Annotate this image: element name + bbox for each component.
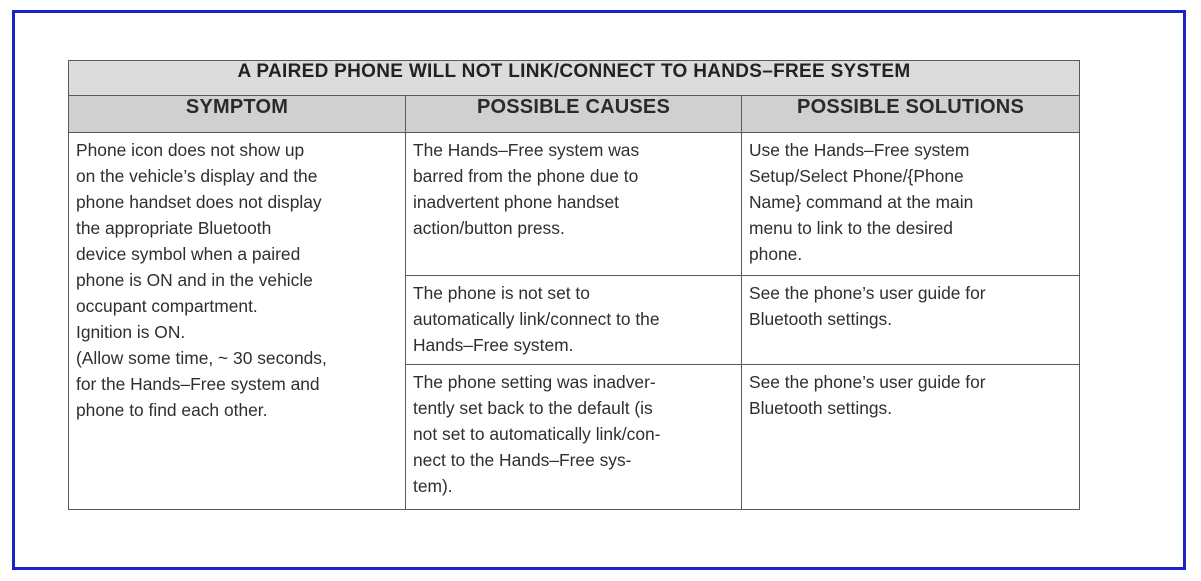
solution-cell: [742, 133, 1080, 276]
table-row: [69, 133, 1080, 276]
cause-cell: [406, 133, 742, 276]
cause-text: The phone is not set to automatically link/connect to the Hands–Free system.: [413, 283, 660, 355]
symptom-cell: [69, 133, 406, 510]
solution-cell: [742, 276, 1080, 365]
cause-cell: [406, 365, 742, 510]
solution-text: Use the Hands–Free system Setup/Select Phone/{Phone Name} command at the main menu to link to the desired phone.: [749, 140, 974, 264]
solution-text: See the phone’s user guide for Bluetooth settings.: [749, 283, 986, 329]
cause-text: The phone setting was inadver- tently set back to the default (is not set to automatically link/con- nect to the Hands–Free sys- tem).: [413, 372, 661, 496]
table-title: A PAIRED PHONE WILL NOT LINK/CONNECT TO HANDS–FREE SYSTEM: [69, 61, 1080, 96]
header-symptom: SYMPTOM: [69, 96, 406, 133]
symptom-text: Phone icon does not show up on the vehicle’s display and the phone handset does not display the appropriate Bluetooth device symbol when a paired phone is ON and in the vehicle occupant compartment. Ignition is ON. (Allow some time, ~ 30 seconds, for the Hands–Free system and phone to find each other.: [76, 140, 327, 420]
troubleshooting-table: [68, 60, 1080, 510]
header-possible-causes: POSSIBLE CAUSES: [406, 96, 742, 133]
cause-cell: [406, 276, 742, 365]
cause-text: The Hands–Free system was barred from the phone due to inadvertent phone handset action/button press.: [413, 140, 640, 238]
header-possible-solutions: POSSIBLE SOLUTIONS: [742, 96, 1080, 133]
solution-text: See the phone’s user guide for Bluetooth settings.: [749, 372, 986, 418]
solution-cell: [742, 365, 1080, 510]
